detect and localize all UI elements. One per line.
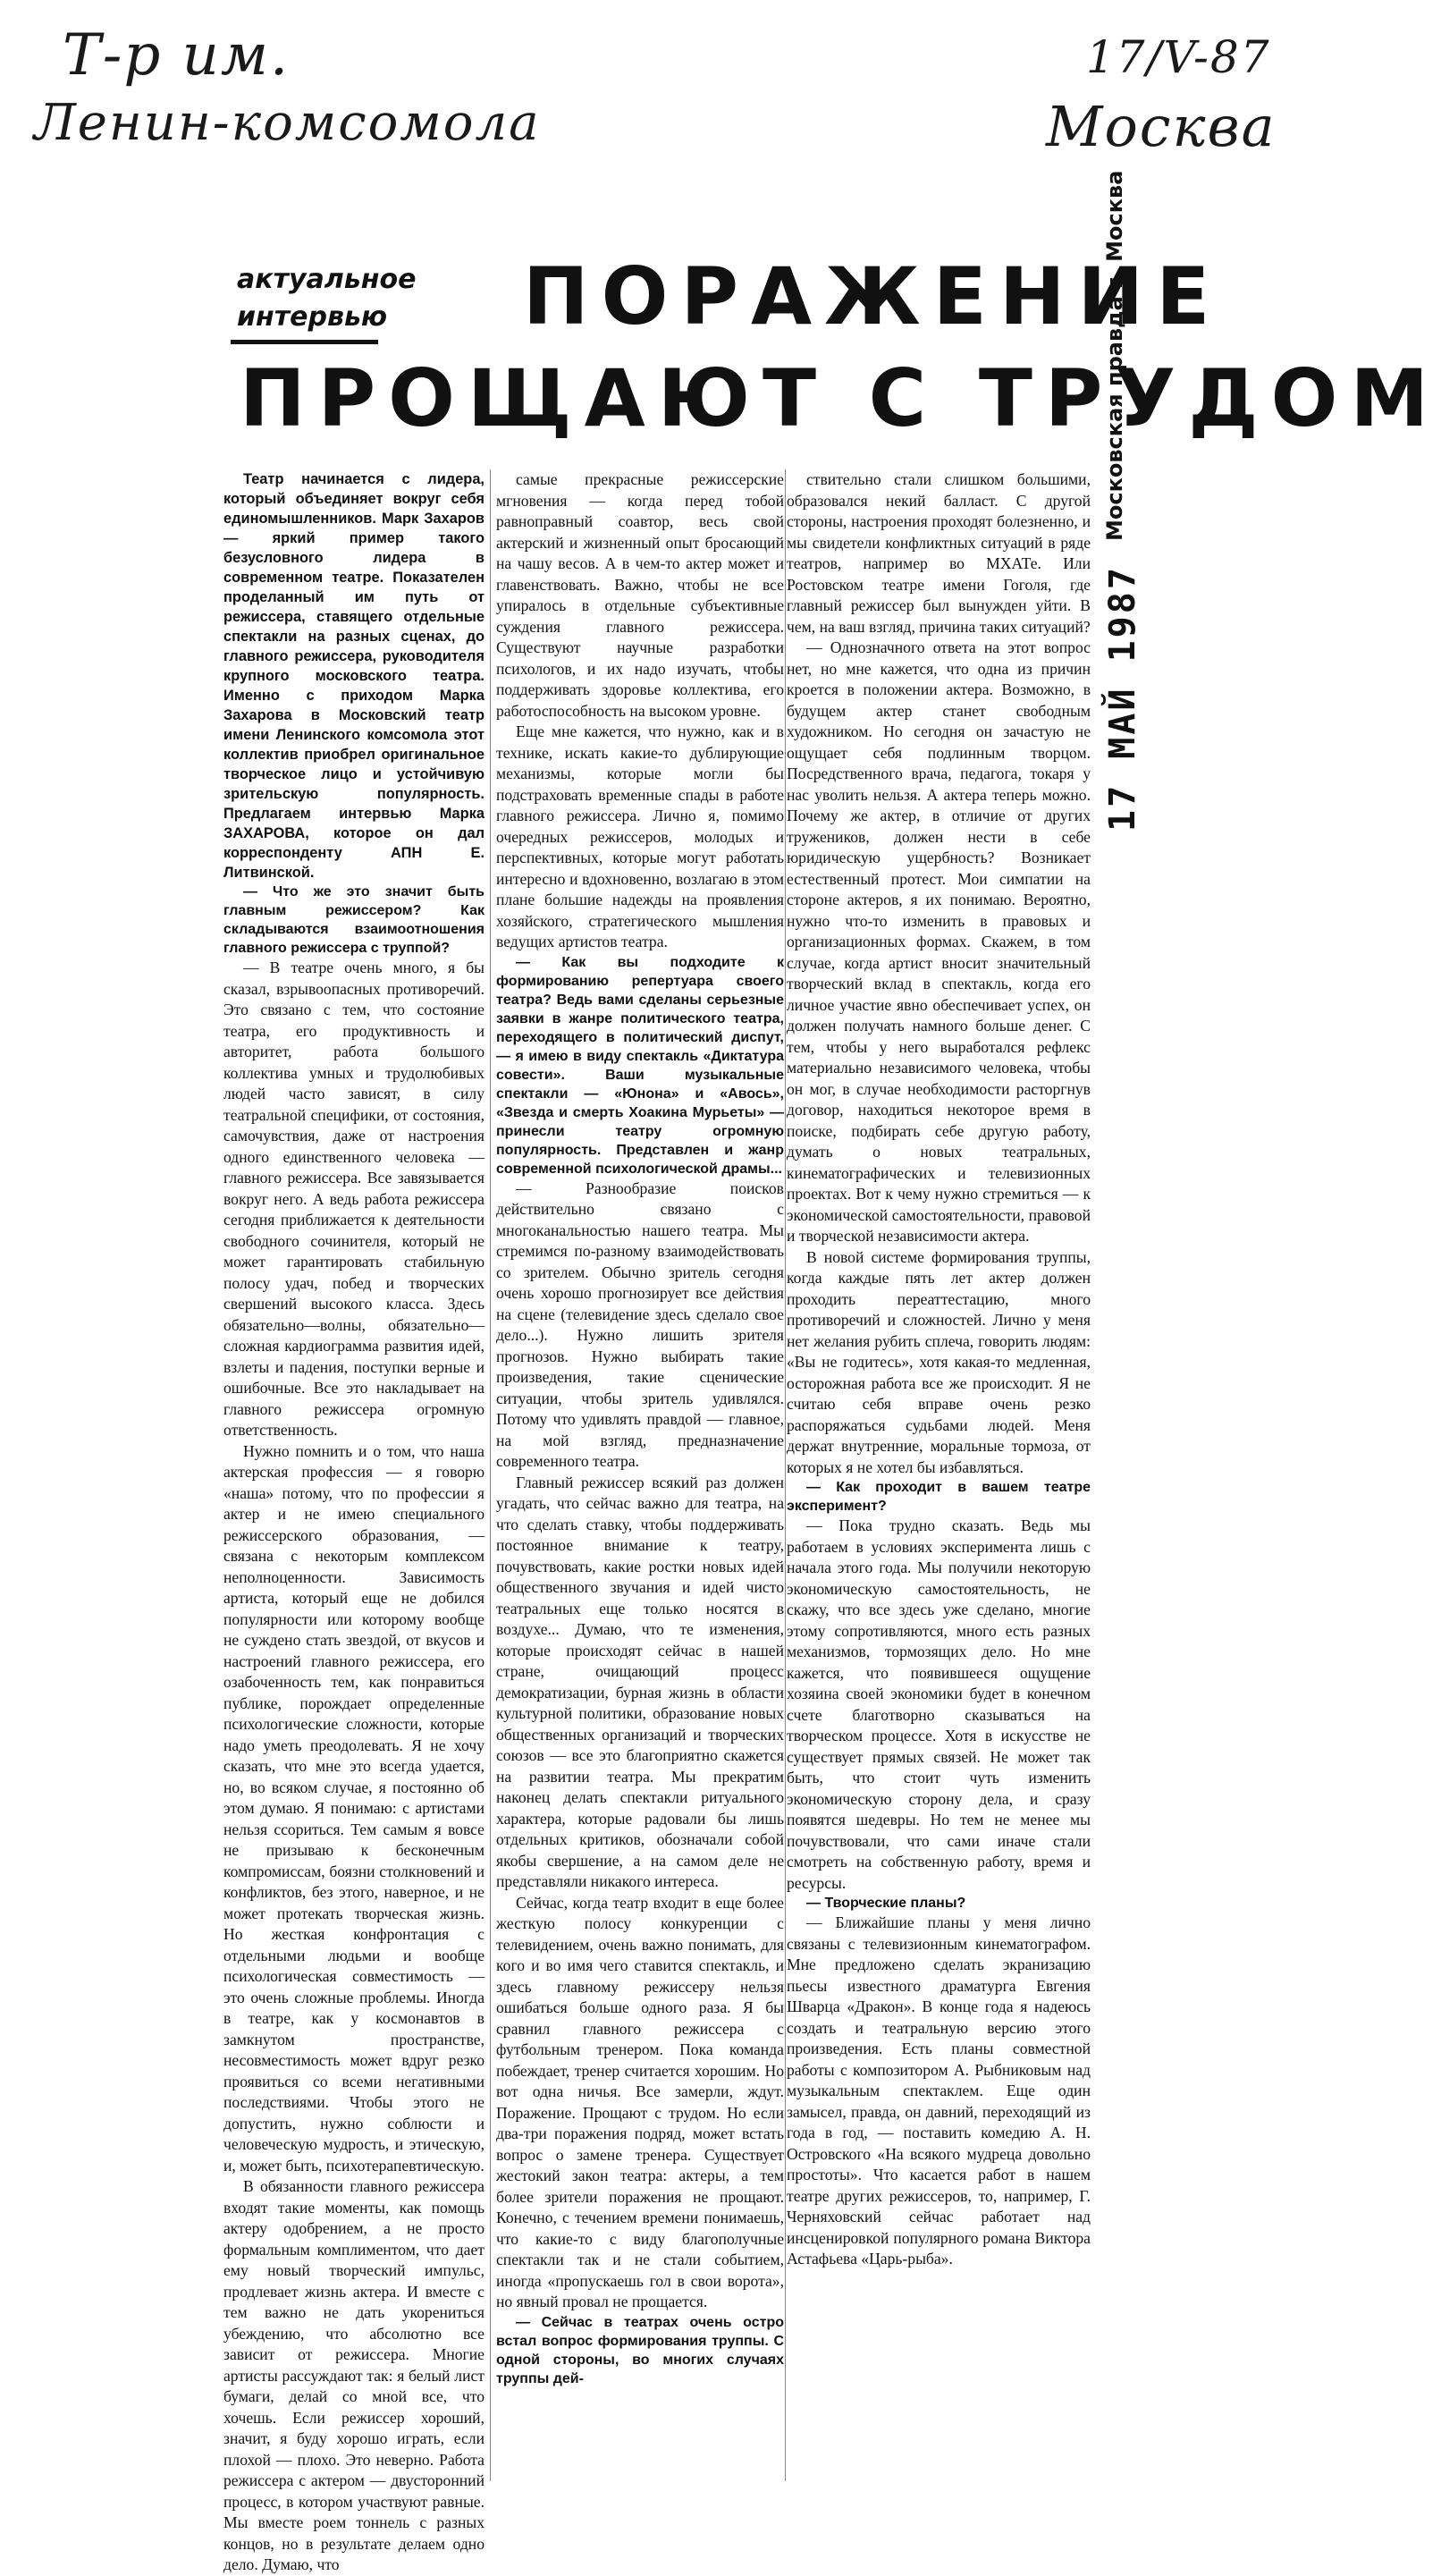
article-column-1 (223, 469, 485, 2573)
newspaper-stamp-text: Московская правда г. Москва (1102, 170, 1127, 541)
handwritten-city: Москва (1046, 94, 1277, 159)
interview-question: — Творческие планы? (806, 1896, 966, 1911)
article-paragraph: — Разнообразие поисков действительно связано с многоканальностью нашего театра. Мы стремимся по-разному взаимодействовать со зрителем. Обычно зритель сегодня очень хорошо прогнозирует все действия на сцене (телевидение здесь сделало свое дело...). Нужно лишить зрителя прогнозов. Нужно выбирать такие произведения, такие сценические ситуации, чтобы зритель удивлялся. Потому что удивлять правдой — главное, на мой взгляд, предназначение современного театра. (496, 1178, 784, 1470)
headline-line-2: ПРОЩАЮТ С ТРУДОМ (240, 352, 1441, 444)
interview-question: — Как вы подходите к формированию репертуара своего театра? Ведь вами сделаны серьезные заявки в жанре политического театра, переходящего в политический диспут, — я имею в виду спектакль «Диктатура совести». Ваши музыкальные спектакли — «Юнона» и «Авось», «Звезда и смерть Хоакина Мурьеты» — принесли театру огромную популярность. Представлен и жанр современной психологической драмы... (496, 954, 784, 1177)
article-paragraph: В обязанности главного режиссера входят такие моменты, как помощь актеру одобрением, а не просто формальным комплиментом, что дает ему новый творческий импульс, продлевает жизнь актера. И вместе с тем важно не дать укорениться убеждению, что абсолютно все зависит от режиссера. Многие артисты рассуждают так: я белый лист бумаги, делай со мной все, что хочешь. Если режиссер хороший, значит, я буду хорошо играть, если плохой — плохо. Это неверно. Работа режиссера с актером — двусторонний процесс, в котором участвуют равные. Мы вместе роем тоннель с разных концов, но в результате делаем одно дело. Думаю, что (223, 2177, 485, 2573)
article-lead: Театр начинается с лидера, который объединяет вокруг себя единомышленников. Марк Захаров — яркий пример такого безусловного лидера в современном театре. Показателен проделанный им путь от режиссера, ставящего отдельные спектакли на разных сценах, до главного режиссера, руководителя крупного московского театра. Именно с приходом Марка Захарова в Московский театр имени Ленинского комсомола этот коллектив приобрел оригинальное творческое лицо и устойчивую зрительскую популярность. Предлагаем интервью Марка ЗАХАРОВА, которое он дал корреспонденту АПН Е. Литвинской. (223, 471, 485, 881)
interview-question: — Что же это значит быть главным режиссером? Как складываются взаимоотношения главного режиссера с труппой? (223, 884, 485, 956)
article-paragraph: — Ближайшие планы у меня лично связаны с телевизионным кинематографом. Мне предложено сделать экранизацию пьесы известного драматурга Евгения Шварца «Дракон». В конце года я надеюсь создать и театральную версию этого произведения. Есть планы совместной работы с композитором А. Рыбниковым над музыкальным спектаклем. Еще один замысел, правда, он давний, переходящий из года в год, — поставить комедию А. Н. Островского «На всякого мудреца довольно простоты». Что касается работ в нашем театре других режиссеров, то, например, Г. Черняховский сейчас работает над инсценировкой популярного романа Виктора Астафьева «Царь-рыба». (787, 1913, 1091, 2268)
article-paragraph: В новой системе формирования труппы, когда каждые пять лет актер должен проходить переаттестацию, много противоречий и сложностей. Лично у меня нет желания рубить сплеча, говорить людям: «Вы не годитесь», хотя какая-то медленная, осторожная работа все же происходит. Я не считаю себя вправе очень резко распоряжаться судьбами людей. Меня держат внутренние, моральные тормоза, от которых я не хотел бы избавляться. (787, 1247, 1091, 1476)
article-paragraph: Нужно помнить и о том, что наша актерская профессия — я говорю «наша» потому, что по профессии я актер и не имею специального режиссерского образования, — связана с некоторым комплексом неполноценности. Зависимость артиста, который еще не добился популярности или которому вообще не суждено стать звездой, от вкусов и настроений главного режиссера, его озабоченность тем, как понравиться публике, порождает определенные психологические сложности, которые надо уметь преодолевать. Я не хочу сказать, что мне это всегда удается, но, во всяком случае, я постоянно об этом думаю. Я понимаю: с артистами нельзя ссориться. Тем самым я вовсе не призываю к бесконечным компромиссам, боязни столкновений и конфликтов, без этого, наверное, и не может протекать творческая жизнь. Но жесткая конфронтация с отдельными людьми и вообще психологическая совместимость — это очень сложные проблемы. Иногда в театре, как у космонавтов в замкнутом пространстве, несовместимость может вдруг резко проявиться со всеми негативными последствиями. Чтобы этого не допустить, нужно соблюсти и человеческую мудрость, и этическую, и, может быть, психотерапевтическую. (223, 1441, 485, 2175)
handwritten-date: 17/V-87 (1086, 31, 1271, 83)
article-paragraph: самые прекрасные режиссерские мгновения — когда перед тобой равноправный соавтор, весь свой актерский и жизненный опыт бросающий на чашу весов. А в чем-то актер может и главенствовать. Важно, чтобы не все упиралось в отдельные субъективные суждения главного режиссера. Существуют научные разработки психологов, и их надо изучать, чтобы поддерживать здоровье коллектива, его работоспособность на высоком уровне. (496, 470, 784, 720)
rubric-line-2: интервью (237, 301, 388, 333)
article-paragraph: Еще мне кажется, что нужно, как и в технике, искать какие-то дублирующие механизмы, которые могли бы подстраховать временные спады в работе главного режиссера. Лично я, помимо очередных режиссеров, молодых и перспективных, которые могут работать интересно и вдохновенно, возлагаю в этом плане большие надежды на проявления хозяйского, стратегического мышления ведущих артистов театра. (496, 722, 784, 950)
date-stamp (1102, 565, 1151, 832)
handwritten-theatre-note: Т-р им. (63, 22, 291, 89)
article-paragraph: — Пока трудно сказать. Ведь мы работаем в условиях эксперимента лишь с начала этого года. Мы получили некоторую экономическую самостоятельность, не скажу, что все здесь уже сделано, многие этому сопротивляются, много есть разных механизмов, тормозящих дело. Но мне кажется, что появившееся ощущение хозяина своей экономики будет в конечном счете благотворно сказываться на творческом процессе. Хотя в искусстве не существует прямых связей. Не может так быть, что стоит чуть изменить экономическую сторону дела, и сразу появятся шедевры. Но тем не менее мы почувствовали, что сами иначе стали смотреть на собственную работу, время и ресурсы. (787, 1516, 1091, 1892)
rubric-line-1: актуальное (237, 264, 417, 295)
interview-question: — Сейчас в театрах очень остро встал вопрос формирования труппы. С одной стороны, во многих случаях труппы дей- (496, 2314, 784, 2386)
newspaper-stamp (1102, 170, 1151, 541)
handwritten-lenkom-note: Ленин-комсомола (34, 94, 541, 152)
article-column-2 (496, 469, 784, 2481)
article-paragraph: — В театре очень много, я бы сказал, взрывоопасных противоречий. Это связано с тем, что состояние театра, его продуктивность и авторитет, работа большого коллектива умных и трудолюбивых людей часто зависят, в силу театральной специфики, от состояния, самочувствия, даже от настроения одного единственного человека — главного режиссера. Все завязывается вокруг него. А ведь работа режиссера сегодня приближается к деятельности свободного сочинителя, который не может гарантировать стабильную полосу удач, побед и творческих свершений высокого класса. Здесь обязательно—волны, обязательно—сложная кардиограмма развития идей, взлеты и падения, поступки верные и ошибочные. Все это накладывает на главного режиссера огромную ответственность. (223, 959, 485, 1439)
article-paragraph: Сейчас, когда театр входит в еще более жесткую полосу конкуренции с телевидением, очень важно понимать, для кого и во имя чего ставится спектакль, и здесь главному режиссеру нельзя ошибаться больше одного раза. Я бы сравнил главного режиссера с футбольным тренером. Пока команда побеждает, тренер считается хорошим. Но вот одна ничья. Все замерли, ждут. Поражение. Прощают с трудом. Но если два-три поражения подряд, может встать вопрос о замене тренера. Существует жестокий закон театра: актеры, а тем более зрители поражения не прощают. Конечно, с течением времени понимаешь, что какие-то с виду благополучные спектакли так и не стали событием, иногда «пропускаешь гол в свои ворота», но явный провал не прощается. (496, 1893, 784, 2310)
article-paragraph: — Однозначного ответа на этот вопрос нет, но мне кажется, что одна из причин кроется в положении актера. Возможно, в будущем актер станет свободным художником. Но сегодня он зачастую не ощущает себя подлинным творцом. Посредственного врача, педагога, токаря у нас уволить нельзя. А актера теперь можно. Почему же актер, в отличие от других тружеников, должен нести в себе юридическую ущербность? Возникает естественный протест. Мои симпатии на стороне актеров, я их понимаю. Вероятно, нужно что-то изменить в правовых и организационных формах. Скажем, в том случае, когда артист вносит значительный творческий вклад в спектакль, когда его личное участие явно обеспечивает успех, он должен получать намного больше денег. С тем, чтобы у него выработался рефлекс материально независимого человека, чтобы он мог, в случае необходимости расторгнув договор, находиться некоторое время в поиске, подбирать себе другую работу, думать о новых театральных, кинематографических и телевизионных проектах. Вот к чему нужно стремиться — к экономической самостоятельности, правовой и творческой независимости актера. (787, 638, 1091, 1245)
headline-line-1: ПОРАЖЕНИЕ (523, 250, 1223, 342)
column-rule (490, 469, 491, 2481)
article-paragraph: Главный режиссер всякий раз должен угадать, что сейчас важно для театра, на что сделать ставку, чтобы поддерживать постоянное внимание к театру, почувствовать, какие ростки новых идей общественного звучания и идей чисто театральных еще только носятся в воздухе... Думаю, что те изменения, которые происходят сейчас в нашей стране, очищающий процесс демократизации, бурная жизнь в области культурной политики, образование новых общественных организаций и творческих союзов — все это благоприятно скажется на развитии театра. Мы прекратим наконец делать спектакли ритуального характера, которые радовали бы лишь отдельных критиков, обозначали собой якобы свершение, а на самом деле не представляли никакого интереса. (496, 1473, 784, 1890)
article-column-3 (787, 469, 1091, 2481)
interview-question: — Как проходит в вашем театре эксперимент? (787, 1480, 1091, 1514)
column-rule (785, 469, 786, 2481)
rubric-underline (231, 340, 378, 344)
article-paragraph: ствительно стали слишком большими, образовался некий балласт. С другой стороны, настроения проходят болезненно, и мы свидетели конфликтных ситуаций в ряде театров, например во МХАТе. Или Ростовском театре имени Гоголя, где главный режиссер был вынужден уйти. В чем, на ваш взгляд, причина таких ситуаций? (787, 470, 1091, 636)
rubric-label (237, 261, 416, 336)
date-stamp-text: 17 МАЙ 1987 (1102, 565, 1143, 832)
